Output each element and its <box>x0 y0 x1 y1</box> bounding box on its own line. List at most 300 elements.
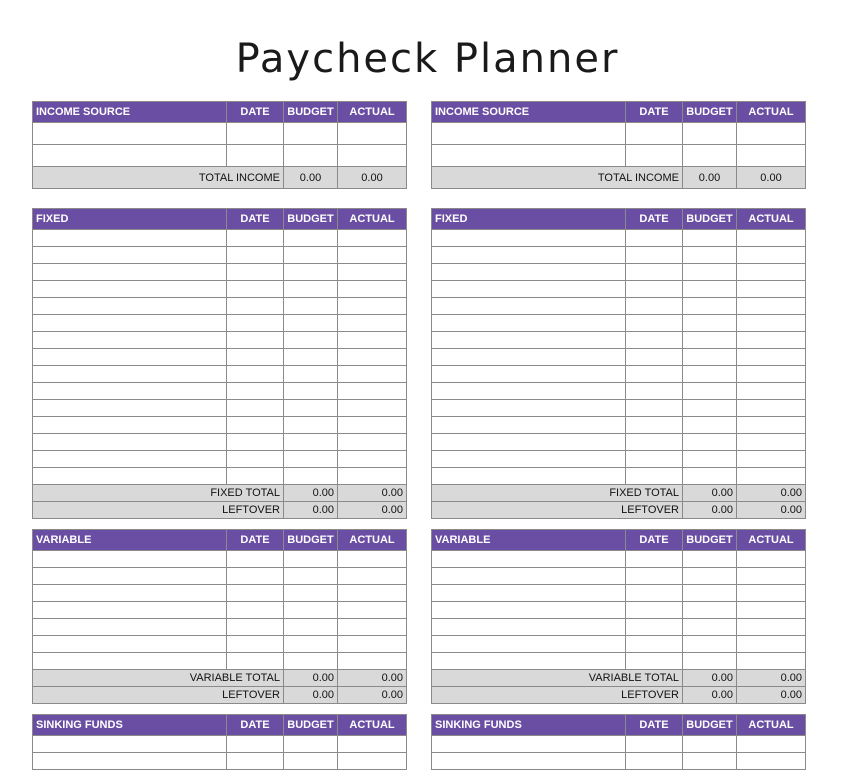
date-cell[interactable] <box>227 400 284 417</box>
budget-cell[interactable] <box>284 619 338 636</box>
date-header: DATE <box>626 102 683 123</box>
table-row[interactable] <box>33 366 407 383</box>
item-cell[interactable] <box>33 568 227 585</box>
fixed-leftover-budget: 0.00 <box>683 502 737 519</box>
budget-cell[interactable] <box>683 468 737 485</box>
date-cell[interactable] <box>626 298 683 315</box>
actual-cell[interactable] <box>737 753 806 770</box>
date-cell[interactable] <box>626 753 683 770</box>
item-cell[interactable] <box>33 753 227 770</box>
item-cell[interactable] <box>33 736 227 753</box>
item-cell[interactable] <box>432 602 626 619</box>
budget-cell[interactable] <box>284 551 338 568</box>
table-row[interactable] <box>432 315 806 332</box>
actual-cell[interactable] <box>737 551 806 568</box>
item-cell[interactable] <box>33 264 227 281</box>
actual-cell[interactable] <box>737 315 806 332</box>
income-source-cell[interactable] <box>33 123 227 145</box>
table-row[interactable] <box>432 602 806 619</box>
budget-header: BUDGET <box>284 209 338 230</box>
actual-cell[interactable] <box>338 568 407 585</box>
table-row[interactable] <box>432 585 806 602</box>
actual-cell[interactable] <box>338 636 407 653</box>
item-cell[interactable] <box>33 298 227 315</box>
date-cell[interactable] <box>227 568 284 585</box>
actual-cell[interactable] <box>338 417 407 434</box>
budget-cell[interactable] <box>683 145 737 167</box>
actual-cell[interactable] <box>737 145 806 167</box>
table-row[interactable] <box>432 264 806 281</box>
page-title: Paycheck Planner <box>235 36 620 82</box>
fixed-leftover-row <box>432 502 806 519</box>
fixed-total-row <box>432 485 806 502</box>
item-cell[interactable] <box>432 451 626 468</box>
actual-cell[interactable] <box>737 602 806 619</box>
date-cell[interactable] <box>227 585 284 602</box>
actual-cell[interactable] <box>338 230 407 247</box>
income-source-cell[interactable] <box>432 145 626 167</box>
date-cell[interactable] <box>626 653 683 670</box>
item-cell[interactable] <box>432 619 626 636</box>
budget-header: BUDGET <box>683 715 737 736</box>
budget-header: BUDGET <box>284 715 338 736</box>
item-cell[interactable] <box>33 230 227 247</box>
budget-cell[interactable] <box>683 568 737 585</box>
fixed-total-budget: 0.00 <box>284 485 338 502</box>
table-row[interactable] <box>432 230 806 247</box>
date-cell[interactable] <box>227 636 284 653</box>
item-cell[interactable] <box>432 349 626 366</box>
item-cell[interactable] <box>432 434 626 451</box>
actual-cell[interactable] <box>737 434 806 451</box>
fixed-table-left <box>32 208 407 519</box>
date-cell[interactable] <box>626 315 683 332</box>
actual-cell[interactable] <box>338 281 407 298</box>
date-cell[interactable] <box>227 123 284 145</box>
budget-cell[interactable] <box>683 264 737 281</box>
table-row[interactable] <box>33 281 407 298</box>
leftover-label: LEFTOVER <box>432 502 683 519</box>
budget-cell[interactable] <box>284 264 338 281</box>
actual-cell[interactable] <box>338 451 407 468</box>
item-cell[interactable] <box>432 281 626 298</box>
budget-cell[interactable] <box>683 366 737 383</box>
actual-cell[interactable] <box>737 332 806 349</box>
date-cell[interactable] <box>626 230 683 247</box>
budget-cell[interactable] <box>683 434 737 451</box>
actual-header: ACTUAL <box>737 102 806 123</box>
table-row[interactable] <box>33 619 407 636</box>
item-cell[interactable] <box>432 247 626 264</box>
actual-cell[interactable] <box>338 400 407 417</box>
item-cell[interactable] <box>33 417 227 434</box>
table-row[interactable] <box>33 400 407 417</box>
date-cell[interactable] <box>227 653 284 670</box>
budget-cell[interactable] <box>284 568 338 585</box>
date-cell[interactable] <box>227 383 284 400</box>
budget-cell[interactable] <box>683 123 737 145</box>
date-cell[interactable] <box>626 602 683 619</box>
actual-cell[interactable] <box>737 230 806 247</box>
actual-cell[interactable] <box>338 619 407 636</box>
actual-cell[interactable] <box>737 417 806 434</box>
actual-cell[interactable] <box>338 653 407 670</box>
item-cell[interactable] <box>33 349 227 366</box>
actual-cell[interactable] <box>737 349 806 366</box>
table-row[interactable] <box>432 366 806 383</box>
variable-total-row <box>432 670 806 687</box>
budget-cell[interactable] <box>683 736 737 753</box>
actual-cell[interactable] <box>737 653 806 670</box>
table-row[interactable] <box>432 434 806 451</box>
table-row[interactable] <box>432 736 806 753</box>
item-cell[interactable] <box>432 753 626 770</box>
budget-cell[interactable] <box>683 230 737 247</box>
item-cell[interactable] <box>33 602 227 619</box>
date-cell[interactable] <box>227 315 284 332</box>
actual-cell[interactable] <box>737 736 806 753</box>
budget-cell[interactable] <box>284 636 338 653</box>
table-row[interactable] <box>432 468 806 485</box>
date-cell[interactable] <box>227 602 284 619</box>
budget-cell[interactable] <box>284 145 338 167</box>
table-row[interactable] <box>432 298 806 315</box>
table-row[interactable] <box>432 636 806 653</box>
actual-cell[interactable] <box>737 298 806 315</box>
item-cell[interactable] <box>33 551 227 568</box>
item-cell[interactable] <box>33 315 227 332</box>
item-cell[interactable] <box>432 400 626 417</box>
item-cell[interactable] <box>432 383 626 400</box>
date-cell[interactable] <box>626 468 683 485</box>
budget-cell[interactable] <box>683 619 737 636</box>
date-cell[interactable] <box>227 332 284 349</box>
budget-cell[interactable] <box>284 736 338 753</box>
table-row[interactable] <box>432 551 806 568</box>
table-row[interactable] <box>432 417 806 434</box>
item-cell[interactable] <box>432 468 626 485</box>
actual-cell[interactable] <box>338 298 407 315</box>
table-row[interactable] <box>33 468 407 485</box>
item-cell[interactable] <box>432 298 626 315</box>
date-header: DATE <box>227 715 284 736</box>
item-cell[interactable] <box>33 585 227 602</box>
actual-cell[interactable] <box>737 383 806 400</box>
budget-cell[interactable] <box>284 602 338 619</box>
date-cell[interactable] <box>227 230 284 247</box>
date-cell[interactable] <box>626 451 683 468</box>
date-cell[interactable] <box>227 619 284 636</box>
actual-cell[interactable] <box>737 366 806 383</box>
item-cell[interactable] <box>432 551 626 568</box>
table-row[interactable] <box>33 602 407 619</box>
actual-cell[interactable] <box>737 264 806 281</box>
item-cell[interactable] <box>432 264 626 281</box>
budget-cell[interactable] <box>683 332 737 349</box>
fixed-header: FIXED <box>432 209 626 230</box>
item-cell[interactable] <box>33 636 227 653</box>
date-cell[interactable] <box>626 619 683 636</box>
table-header-row <box>432 715 806 736</box>
actual-cell[interactable] <box>737 468 806 485</box>
table-header-row <box>432 530 806 551</box>
table-header-row <box>33 102 407 123</box>
budget-cell[interactable] <box>284 585 338 602</box>
item-cell[interactable] <box>432 366 626 383</box>
item-cell[interactable] <box>432 585 626 602</box>
variable-leftover-row <box>432 687 806 704</box>
table-row[interactable] <box>432 349 806 366</box>
budget-header: BUDGET <box>683 102 737 123</box>
actual-cell[interactable] <box>338 247 407 264</box>
actual-cell[interactable] <box>737 451 806 468</box>
budget-cell[interactable] <box>683 653 737 670</box>
table-row[interactable] <box>432 451 806 468</box>
actual-cell[interactable] <box>338 264 407 281</box>
item-cell[interactable] <box>432 315 626 332</box>
item-cell[interactable] <box>33 619 227 636</box>
item-cell[interactable] <box>33 383 227 400</box>
table-row[interactable] <box>33 653 407 670</box>
budget-cell[interactable] <box>284 434 338 451</box>
table-row[interactable] <box>33 434 407 451</box>
actual-cell[interactable] <box>737 247 806 264</box>
item-cell[interactable] <box>432 230 626 247</box>
budget-cell[interactable] <box>284 315 338 332</box>
actual-cell[interactable] <box>737 123 806 145</box>
date-cell[interactable] <box>227 264 284 281</box>
fixed-header: FIXED <box>33 209 227 230</box>
budget-cell[interactable] <box>683 247 737 264</box>
actual-cell[interactable] <box>737 585 806 602</box>
actual-cell[interactable] <box>338 366 407 383</box>
budget-cell[interactable] <box>683 417 737 434</box>
date-cell[interactable] <box>626 332 683 349</box>
table-row[interactable] <box>33 636 407 653</box>
table-row[interactable] <box>432 383 806 400</box>
item-cell[interactable] <box>432 568 626 585</box>
date-cell[interactable] <box>626 383 683 400</box>
budget-cell[interactable] <box>683 349 737 366</box>
date-cell[interactable] <box>227 298 284 315</box>
income-source-cell[interactable] <box>432 123 626 145</box>
budget-cell[interactable] <box>683 753 737 770</box>
table-row[interactable] <box>33 551 407 568</box>
date-cell[interactable] <box>626 568 683 585</box>
item-cell[interactable] <box>432 653 626 670</box>
fixed-total-actual: 0.00 <box>737 485 806 502</box>
actual-cell[interactable] <box>338 123 407 145</box>
date-cell[interactable] <box>626 585 683 602</box>
item-cell[interactable] <box>432 332 626 349</box>
fixed-total-budget: 0.00 <box>683 485 737 502</box>
budget-cell[interactable] <box>284 417 338 434</box>
actual-cell[interactable] <box>737 281 806 298</box>
total-income-label: TOTAL INCOME <box>33 167 284 189</box>
actual-cell[interactable] <box>338 315 407 332</box>
actual-cell[interactable] <box>338 736 407 753</box>
item-cell[interactable] <box>33 451 227 468</box>
actual-cell[interactable] <box>338 602 407 619</box>
budget-cell[interactable] <box>683 585 737 602</box>
date-cell[interactable] <box>626 636 683 653</box>
actual-cell[interactable] <box>338 753 407 770</box>
budget-cell[interactable] <box>284 400 338 417</box>
variable-leftover-budget: 0.00 <box>284 687 338 704</box>
item-cell[interactable] <box>432 417 626 434</box>
table-row[interactable] <box>33 315 407 332</box>
date-cell[interactable] <box>626 145 683 167</box>
variable-leftover-budget: 0.00 <box>683 687 737 704</box>
date-header: DATE <box>626 715 683 736</box>
date-cell[interactable] <box>227 468 284 485</box>
table-row[interactable] <box>432 568 806 585</box>
item-cell[interactable] <box>33 366 227 383</box>
fixed-leftover-budget: 0.00 <box>284 502 338 519</box>
table-row[interactable] <box>432 400 806 417</box>
item-cell[interactable] <box>33 434 227 451</box>
budget-cell[interactable] <box>683 315 737 332</box>
item-cell[interactable] <box>33 332 227 349</box>
date-cell[interactable] <box>626 247 683 264</box>
table-row[interactable] <box>33 753 407 770</box>
actual-cell[interactable] <box>338 349 407 366</box>
budget-cell[interactable] <box>683 400 737 417</box>
table-row[interactable] <box>33 417 407 434</box>
date-cell[interactable] <box>227 145 284 167</box>
date-cell[interactable] <box>626 736 683 753</box>
table-row[interactable] <box>33 736 407 753</box>
budget-cell[interactable] <box>284 123 338 145</box>
variable-total-label: VARIABLE TOTAL <box>33 670 284 687</box>
date-cell[interactable] <box>626 434 683 451</box>
item-cell[interactable] <box>33 653 227 670</box>
table-row[interactable] <box>33 568 407 585</box>
budget-cell[interactable] <box>284 753 338 770</box>
date-cell[interactable] <box>227 434 284 451</box>
date-cell[interactable] <box>626 551 683 568</box>
actual-cell[interactable] <box>737 568 806 585</box>
table-row[interactable] <box>33 451 407 468</box>
budget-cell[interactable] <box>683 451 737 468</box>
date-cell[interactable] <box>626 349 683 366</box>
item-cell[interactable] <box>33 247 227 264</box>
budget-cell[interactable] <box>284 366 338 383</box>
variable-total-row <box>33 670 407 687</box>
total-income-budget: 0.00 <box>683 167 737 189</box>
budget-cell[interactable] <box>284 230 338 247</box>
date-cell[interactable] <box>227 247 284 264</box>
actual-cell[interactable] <box>338 434 407 451</box>
variable-leftover-row <box>33 687 407 704</box>
actual-cell[interactable] <box>338 585 407 602</box>
table-row[interactable] <box>432 619 806 636</box>
date-cell[interactable] <box>626 400 683 417</box>
budget-cell[interactable] <box>284 468 338 485</box>
item-cell[interactable] <box>33 400 227 417</box>
budget-cell[interactable] <box>683 602 737 619</box>
table-row[interactable] <box>33 383 407 400</box>
actual-cell[interactable] <box>737 400 806 417</box>
table-row[interactable] <box>33 264 407 281</box>
budget-cell[interactable] <box>683 636 737 653</box>
table-row[interactable] <box>33 332 407 349</box>
date-cell[interactable] <box>227 753 284 770</box>
variable-leftover-actual: 0.00 <box>338 687 407 704</box>
date-cell[interactable] <box>227 281 284 298</box>
date-cell[interactable] <box>227 349 284 366</box>
table-header-row <box>33 209 407 230</box>
date-cell[interactable] <box>227 736 284 753</box>
budget-cell[interactable] <box>284 298 338 315</box>
date-cell[interactable] <box>227 417 284 434</box>
date-cell[interactable] <box>227 366 284 383</box>
actual-cell[interactable] <box>338 468 407 485</box>
table-row[interactable] <box>33 349 407 366</box>
table-row[interactable] <box>33 230 407 247</box>
total-income-label: TOTAL INCOME <box>432 167 683 189</box>
budget-cell[interactable] <box>284 451 338 468</box>
table-header-row <box>432 209 806 230</box>
table-row[interactable] <box>432 247 806 264</box>
table-row[interactable] <box>33 585 407 602</box>
budget-cell[interactable] <box>683 298 737 315</box>
table-header-row <box>432 102 806 123</box>
budget-cell[interactable] <box>683 281 737 298</box>
budget-cell[interactable] <box>284 349 338 366</box>
table-row[interactable] <box>33 145 407 167</box>
table-row[interactable] <box>33 298 407 315</box>
date-cell[interactable] <box>626 366 683 383</box>
actual-cell[interactable] <box>338 332 407 349</box>
table-row[interactable] <box>432 653 806 670</box>
table-row[interactable] <box>33 123 407 145</box>
date-cell[interactable] <box>227 551 284 568</box>
date-cell[interactable] <box>626 123 683 145</box>
budget-cell[interactable] <box>284 281 338 298</box>
income-source-cell[interactable] <box>33 145 227 167</box>
actual-cell[interactable] <box>338 551 407 568</box>
table-header-row <box>33 530 407 551</box>
table-row[interactable] <box>33 247 407 264</box>
budget-cell[interactable] <box>284 653 338 670</box>
budget-cell[interactable] <box>683 551 737 568</box>
budget-cell[interactable] <box>683 383 737 400</box>
date-cell[interactable] <box>227 451 284 468</box>
actual-cell[interactable] <box>737 636 806 653</box>
actual-cell[interactable] <box>338 145 407 167</box>
budget-cell[interactable] <box>284 383 338 400</box>
actual-cell[interactable] <box>737 619 806 636</box>
actual-cell[interactable] <box>338 383 407 400</box>
table-row[interactable] <box>432 281 806 298</box>
item-cell[interactable] <box>432 636 626 653</box>
budget-cell[interactable] <box>284 247 338 264</box>
table-row[interactable] <box>432 145 806 167</box>
date-cell[interactable] <box>626 417 683 434</box>
table-row[interactable] <box>432 123 806 145</box>
date-cell[interactable] <box>626 281 683 298</box>
date-cell[interactable] <box>626 264 683 281</box>
item-cell[interactable] <box>33 281 227 298</box>
table-row[interactable] <box>432 332 806 349</box>
item-cell[interactable] <box>33 468 227 485</box>
income-table-left <box>32 101 407 189</box>
item-cell[interactable] <box>432 736 626 753</box>
table-row[interactable] <box>432 753 806 770</box>
budget-cell[interactable] <box>284 332 338 349</box>
total-income-actual: 0.00 <box>737 167 806 189</box>
